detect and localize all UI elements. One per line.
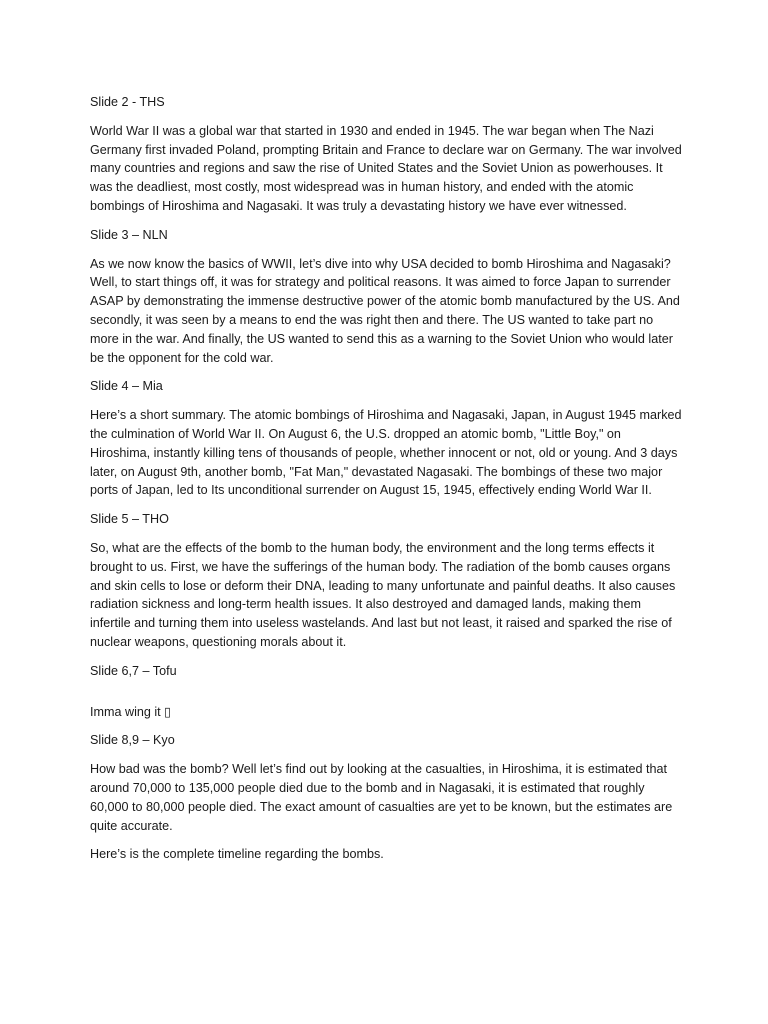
section-paragraph-timeline: Here’s is the complete timeline regarding the bombs. [90,847,384,862]
section-heading-slide-6-7: Slide 6,7 – Tofu [90,663,177,678]
section-heading-slide-5: Slide 5 – THO [90,512,169,527]
section-paragraph-slide-8-9: How bad was the bomb? Well let’s find out by looking at the casualties, in Hiroshima, it is estimated that around 70,000 to 135,000 people died due to the bomb and in Nagasaki, it is estimated that roughly 60,000 to 80,000 people died. The exact amount of casualties are yet to be known, but the estimates are quite accurate. [90,762,673,833]
section-heading-slide-8-9: Slide 8,9 – Kyo [90,733,175,748]
section-paragraph-slide-4: Here’s a short summary. The atomic bombings of Hiroshima and Nagasaki, Japan, in August 1945 marked the culmination of World War II. On August 6, the U.S. dropped an atomic bomb, "Little Boy," on Hiroshima, instantly killing tens of thousands of people, whether innocent or not, old or young. And 3 days later, on August 9th, another bomb, "Fat Man," devastated Nagasaki. The bombings of these two major ports of Japan, led to Its unconditional surrender on August 15, 1945, effectively ending World War II. [90,408,682,498]
section-heading-slide-2: Slide 2 - THS [90,95,165,109]
document-page [90,93,682,874]
section-heading-slide-3: Slide 3 – NLN [90,227,168,242]
section-paragraph-slide-6-7: Imma wing it ▯ [90,704,172,719]
section-paragraph-slide-5: So, what are the effects of the bomb to the human body, the environment and the long terms effects it brought to us. First, we have the sufferings of the human body. The radiation of the bomb causes organs and skin cells to lose or deform their DNA, leading to many unfortunate and painful deaths. It also causes radiation sickness and long-term health issues. It also destroyed and damaged lands, making them infertile and turning them into useless wastelands. And last but not least, it raised and sparked the rise of nuclear weapons, questioning morals about it. [90,540,676,649]
section-paragraph-slide-3: As we now know the basics of WWII, let’s dive into why USA decided to bomb Hiroshima and Nagasaki? Well, to start things off, it was for strategy and political reasons. It was aimed to force Japan to surrender ASAP by demonstrating the immense destructive power of the atomic bomb manufactured by the US. And secondly, it was seen by a means to end the was right then and there. The US wanted to take part no more in the war. And finally, the US wanted to send this as a warning to the Soviet Union who would later be the opponent for the cold war. [90,256,680,365]
section-paragraph-slide-2: World War II was a global war that started in 1930 and ended in 1945. The war began when The Nazi Germany first invaded Poland, prompting Britain and France to declare war on Germany. The war involved many countries and regions and saw the rise of United States and the Soviet Union as powerhouses. It was the deadliest, most costly, most widespread was in human history, and ended with the atomic bombings of Hiroshima and Nagasaki. It was truly a devastating history we have ever witnessed. [90,123,682,213]
section-heading-slide-4: Slide 4 – Mia [90,379,163,394]
